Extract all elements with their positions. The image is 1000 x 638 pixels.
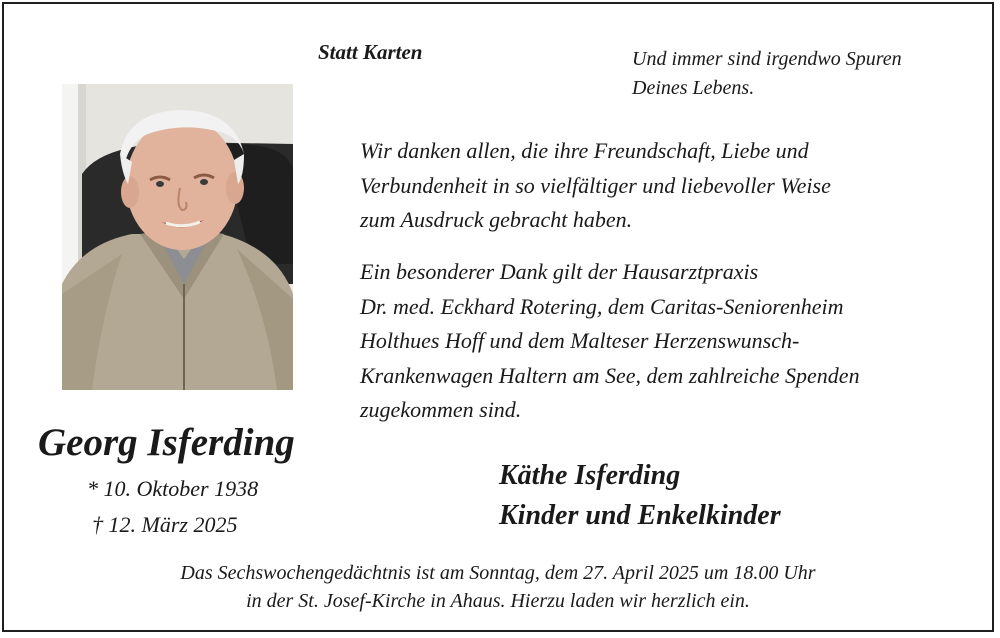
birth-date: * 10. Oktober 1938 xyxy=(87,476,259,501)
text-line: zum Ausdruck gebracht haben. xyxy=(360,207,633,232)
motto-line: Deines Lebens. xyxy=(632,77,755,99)
thanks-paragraph-1 xyxy=(360,134,831,238)
text-line: Krankenwagen Haltern am See, dem zahlreiche Spenden xyxy=(360,362,860,388)
statt-karten-label: Statt Karten xyxy=(318,40,423,64)
signatory-name: Käthe Isferding xyxy=(499,460,681,491)
motto-quote xyxy=(632,45,902,103)
text-line: Dr. med. Eckhard Rotering, dem Caritas-Seniorenheim xyxy=(360,293,844,319)
portrait-photo xyxy=(62,84,293,390)
portrait-illustration xyxy=(62,84,293,390)
signatory-family: Kinder und Enkelkinder xyxy=(499,500,781,531)
death-date: † 12. März 2025 xyxy=(92,512,238,537)
text-line: zugekommen sind. xyxy=(360,397,522,422)
motto-line: Und immer sind irgendwo Spuren xyxy=(632,48,902,70)
memorial-notice-line: in der St. Josef-Kirche in Ahaus. Hierzu laden wir herzlich ein. xyxy=(246,590,750,612)
text-line: Verbundenheit in so vielfältiger und liebevoller Weise xyxy=(360,172,831,198)
text-line: Holthues Hoff und dem Malteser Herzenswunsch- xyxy=(360,328,800,353)
deceased-name: Georg Isferding xyxy=(38,421,295,464)
memorial-notice-line: Das Sechswochengedächtnis ist am Sonntag, dem 27. April 2025 um 18.00 Uhr xyxy=(180,562,816,584)
text-line: Ein besonderer Dank gilt der Hausarztpraxis xyxy=(360,259,759,284)
thanks-paragraph-2 xyxy=(360,255,860,428)
text-line: Wir danken allen, die ihre Freundschaft, Liebe und xyxy=(360,138,809,163)
